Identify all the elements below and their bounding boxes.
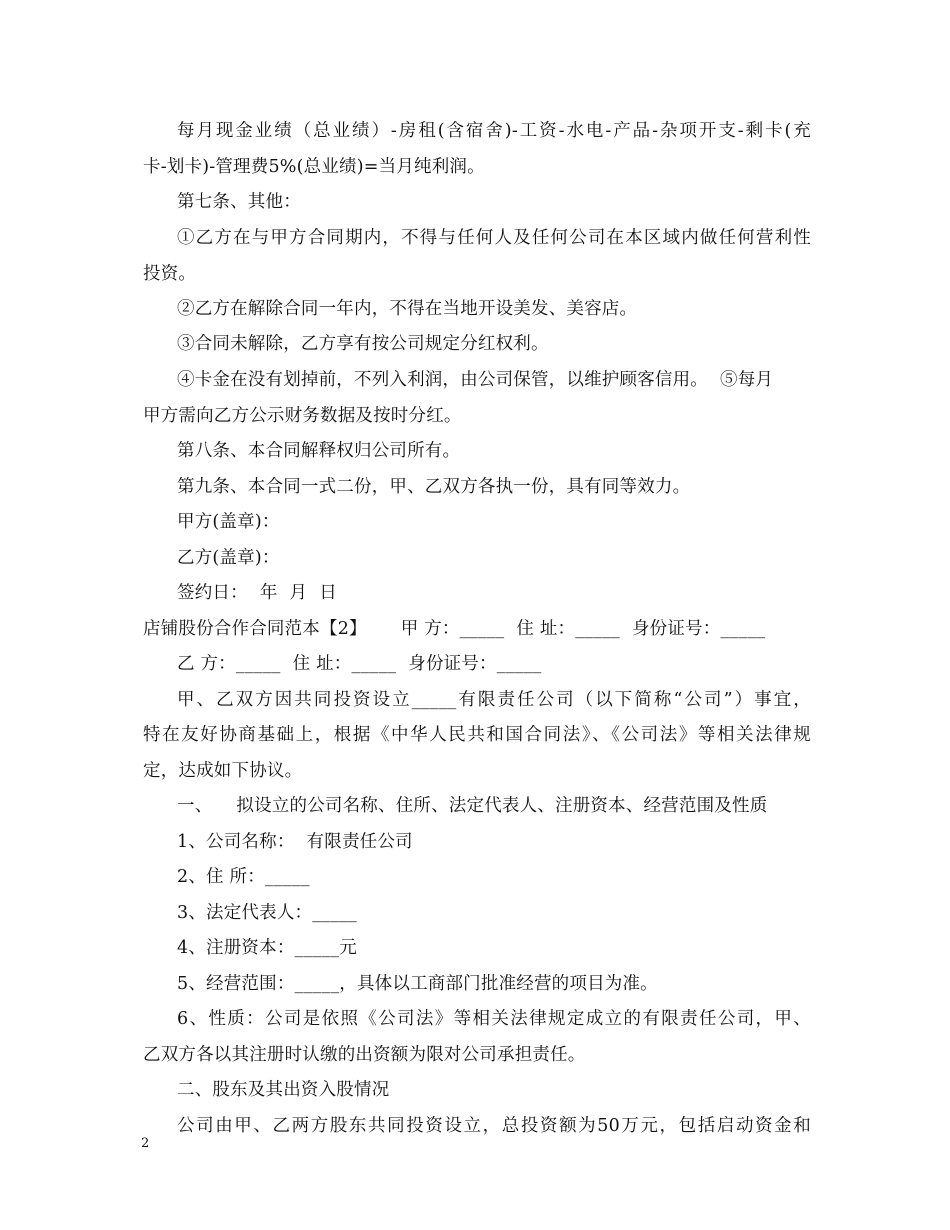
list-item: 4、注册资本：_____元	[177, 938, 357, 958]
paragraph-line	[177, 368, 773, 392]
paragraph-line: ①乙方在与甲方合同期内，不得与任何人及任何公司在本区域内做任何营利性	[177, 228, 811, 248]
section-title: 拟设立的公司名称、住所、法定代表人、注册资本、经营范围及性质	[236, 796, 768, 816]
list-item: 5、经营范围：_____，具体以工商部门批准经营的项目为准。	[177, 974, 658, 994]
party-b-id: 身份证号：_____	[408, 654, 542, 674]
contract-title: 店铺股份合作合同范本【2】	[143, 619, 367, 639]
date-month: 月	[289, 583, 308, 603]
date-day: 日	[319, 583, 337, 603]
item-label: 1、公司名称：	[177, 832, 295, 852]
list-item: 2、住 所：_____	[177, 867, 310, 887]
contract-title-row	[143, 617, 765, 641]
paragraph-line: 甲方需向乙方公示财务数据及按时分红。	[143, 406, 462, 426]
paragraph-line: 每月现金业绩（总业绩）-房租(含宿舍)-工资-水电-产品-杂项开支-剩卡(充	[177, 121, 811, 141]
clause-text: ⑤每月	[720, 370, 774, 390]
paragraph-line: 公司由甲、乙两方股东共同投资设立，总投资额为50万元，包括启动资金和	[177, 1116, 811, 1136]
party-b-name: 乙 方：_____	[177, 654, 281, 674]
signature-party-a: 甲方(盖章)：	[177, 512, 280, 532]
page-number: 2	[141, 1136, 150, 1151]
article-heading: 第八条、本合同解释权归公司所有。	[177, 441, 461, 461]
party-b-row	[177, 652, 542, 676]
party-a-name: 甲 方：_____	[400, 619, 505, 639]
signature-party-b: 乙方(盖章)：	[177, 548, 280, 568]
paragraph-line: 投资。	[143, 264, 197, 284]
paragraph-line: 甲、乙双方因共同投资设立_____有限责任公司（以下简称“公司”）事宜，	[177, 690, 811, 710]
paragraph-line: ②乙方在解除合同一年内，不得在当地开设美发、美容店。	[177, 299, 638, 319]
signing-date-label: 签约日：	[177, 583, 248, 603]
section-number: 一、	[177, 796, 213, 816]
paragraph-line: 卡-划卡)-管理费5%(总业绩)=当月纯利润。	[143, 157, 485, 177]
paragraph-line: ③合同未解除，乙方享有按公司规定分红权利。	[177, 334, 549, 354]
paragraph-line: 6、性质：公司是依照《公司法》等相关法律规定成立的有限责任公司，甲、	[177, 1009, 811, 1029]
section-heading	[177, 794, 767, 818]
item-value: 有限责任公司	[306, 832, 413, 852]
paragraph-line: 特在友好协商基础上，根据《中华人民共和国合同法》、《公司法》等相关法律规	[143, 725, 811, 745]
date-year: 年	[259, 583, 278, 603]
party-a-id: 身份证号：_____	[631, 619, 766, 639]
article-heading: 第九条、本合同一式二份，甲、乙双方各执一份，具有同等效力。	[177, 477, 691, 497]
paragraph-line: 定，达成如下协议。	[143, 761, 303, 781]
section-heading: 二、股东及其出资入股情况	[177, 1080, 390, 1100]
party-b-address: 住 址：_____	[292, 654, 397, 674]
list-item: 3、法定代表人：_____	[177, 903, 357, 923]
company-name-item	[177, 830, 413, 854]
clause-text: ④卡金在没有划掉前，不列入利润，由公司保管，以维护顾客信用。	[177, 370, 708, 390]
article-heading: 第七条、其他：	[177, 192, 301, 212]
paragraph-line: 乙双方各以其注册时认缴的出资额为限对公司承担责任。	[143, 1045, 586, 1065]
signing-date	[177, 581, 337, 605]
party-a-address: 住 址：_____	[516, 619, 620, 639]
